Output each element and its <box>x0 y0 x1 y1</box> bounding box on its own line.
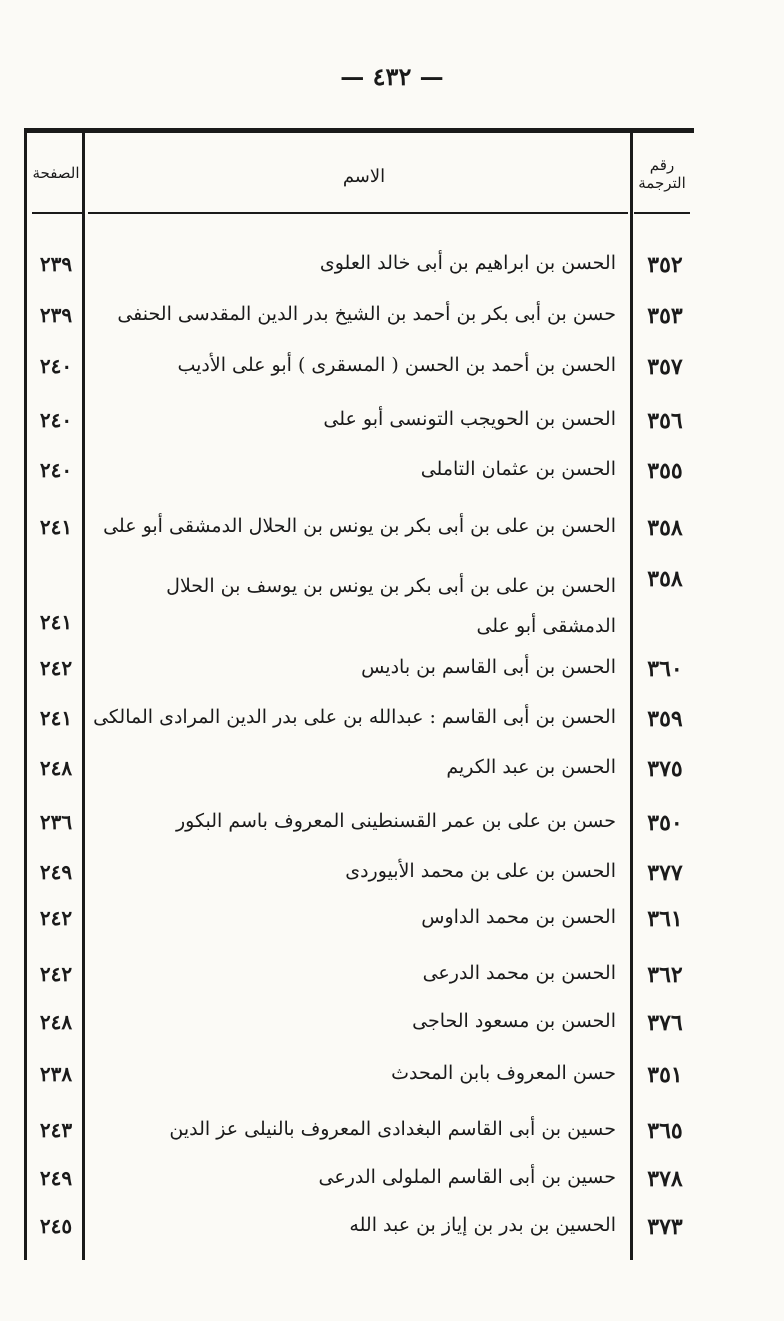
entry-name: الحسن بن محمد الدرعى <box>422 962 616 984</box>
table-row <box>0 515 784 559</box>
entry-page: ٢٤١ <box>39 706 73 730</box>
entry-name: الحسن بن محمد الداوس <box>421 906 616 928</box>
entry-number: ٣٥١ <box>647 1062 683 1088</box>
entry-number: ٣٧٨ <box>647 1166 683 1192</box>
entry-page: ٢٤١ <box>39 610 73 634</box>
entry-page: ٢٤٩ <box>39 1166 73 1190</box>
entry-number: ٣٥٦ <box>647 408 683 434</box>
entry-page: ٢٣٩ <box>39 252 73 276</box>
entry-name: حسن بن أبى بكر بن أحمد بن الشيخ بدر الدين المقدسى الحنفى <box>117 303 616 325</box>
header-name: الاسم <box>342 166 386 187</box>
table-row <box>0 566 784 650</box>
entry-number: ٣٧٣ <box>647 1214 683 1240</box>
entry-name: الحسن بن الحويجب التونسى أبو على <box>323 408 616 430</box>
table-row <box>0 1062 784 1106</box>
header-page: الصفحة <box>32 164 80 182</box>
table-row <box>0 408 784 452</box>
entry-number: ٣٦٠ <box>647 656 683 682</box>
entry-name: الحسن بن ابراهيم بن أبى خالد العلوى <box>319 252 616 274</box>
table-row <box>0 962 784 1006</box>
entry-number: ٣٥٠ <box>647 810 683 836</box>
table-row <box>0 860 784 904</box>
entry-number: ٣٦٥ <box>647 1118 683 1144</box>
entry-page: ٢٤٨ <box>39 1010 73 1034</box>
entry-name: حسين بن أبى القاسم البغدادى المعروف بالنيلى عز الدين <box>169 1118 616 1140</box>
entry-name: حسن المعروف بابن المحدث <box>391 1062 616 1084</box>
table-row <box>0 252 784 296</box>
table-row <box>0 1166 784 1210</box>
entry-page: ٢٤٨ <box>39 756 73 780</box>
entry-page: ٢٤١ <box>39 515 73 539</box>
table-row <box>0 706 784 750</box>
entry-name: الحسن بن على بن أبى بكر بن يونس بن يوسف بن الحلال الدمشقى أبو على <box>166 575 616 637</box>
entry-number: ٣٥٩ <box>647 706 683 732</box>
entry-number: ٣٧٦ <box>647 1010 683 1036</box>
entry-name: الحسن بن عثمان التاملى <box>420 458 616 480</box>
entry-page: ٢٣٨ <box>39 1062 73 1086</box>
entry-number: ٣٦٢ <box>647 962 683 988</box>
table-row <box>0 1010 784 1054</box>
entry-number: ٣٥٨ <box>647 515 683 541</box>
table-row <box>0 810 784 854</box>
header-number: رقم الترجمة <box>638 156 686 192</box>
entry-page: ٢٤٠ <box>39 408 73 432</box>
entry-name: الحسن بن أبى القاسم : عبدالله بن على بدر الدين المرادى المالكى <box>93 706 616 728</box>
entry-name: الحسن بن أحمد بن الحسن ( المسقرى ) أبو على الأديب <box>177 354 616 376</box>
entry-page: ٢٤٩ <box>39 860 73 884</box>
entry-number: ٣٥٢ <box>647 252 683 278</box>
table-row <box>0 656 784 700</box>
table-row <box>0 354 784 398</box>
entry-number: ٣٥٥ <box>647 458 683 484</box>
entry-name: الحسن بن مسعود الحاجى <box>412 1010 616 1032</box>
entry-page: ٢٤٥ <box>39 1214 73 1238</box>
entry-page: ٢٣٩ <box>39 303 73 327</box>
entry-name: الحسن بن أبى القاسم بن باديس <box>361 656 616 678</box>
table-row <box>0 458 784 502</box>
entry-number: ٣٥٧ <box>647 354 683 380</box>
entry-name: الحسن بن عبد الكريم <box>446 756 616 778</box>
table-row <box>0 1214 784 1258</box>
entry-name: حسن بن على بن عمر القسنطينى المعروف باسم البكور <box>176 810 616 832</box>
entry-name: الحسن بن على بن أبى بكر بن يونس بن الحلال الدمشقى أبو على <box>103 515 616 537</box>
entry-number: ٣٧٥ <box>647 756 683 782</box>
entry-number: ٣٦١ <box>647 906 683 932</box>
entry-name: الحسين بن بدر بن إياز بن عبد الله <box>349 1214 616 1236</box>
entry-page: ٢٤٠ <box>39 354 73 378</box>
table-row <box>0 303 784 347</box>
entry-name: الحسن بن على بن محمد الأبيوردى <box>345 860 616 882</box>
page-number: — ٤٣٢ — <box>340 62 444 91</box>
table-row <box>0 1118 784 1162</box>
entry-number: ٣٥٨ <box>647 566 683 592</box>
entry-page: ٢٣٦ <box>39 810 73 834</box>
entry-page: ٢٤٣ <box>39 1118 73 1142</box>
entry-page: ٢٤٢ <box>39 656 73 680</box>
entry-name: حسين بن أبى القاسم الملولى الدرعى <box>318 1166 616 1188</box>
entry-number: ٣٥٣ <box>647 303 683 329</box>
table-row <box>0 756 784 800</box>
table-row <box>0 906 784 950</box>
entry-number: ٣٧٧ <box>647 860 683 886</box>
entry-page: ٢٤٢ <box>39 962 73 986</box>
entry-page: ٢٤٢ <box>39 906 73 930</box>
entry-page: ٢٤٠ <box>39 458 73 482</box>
